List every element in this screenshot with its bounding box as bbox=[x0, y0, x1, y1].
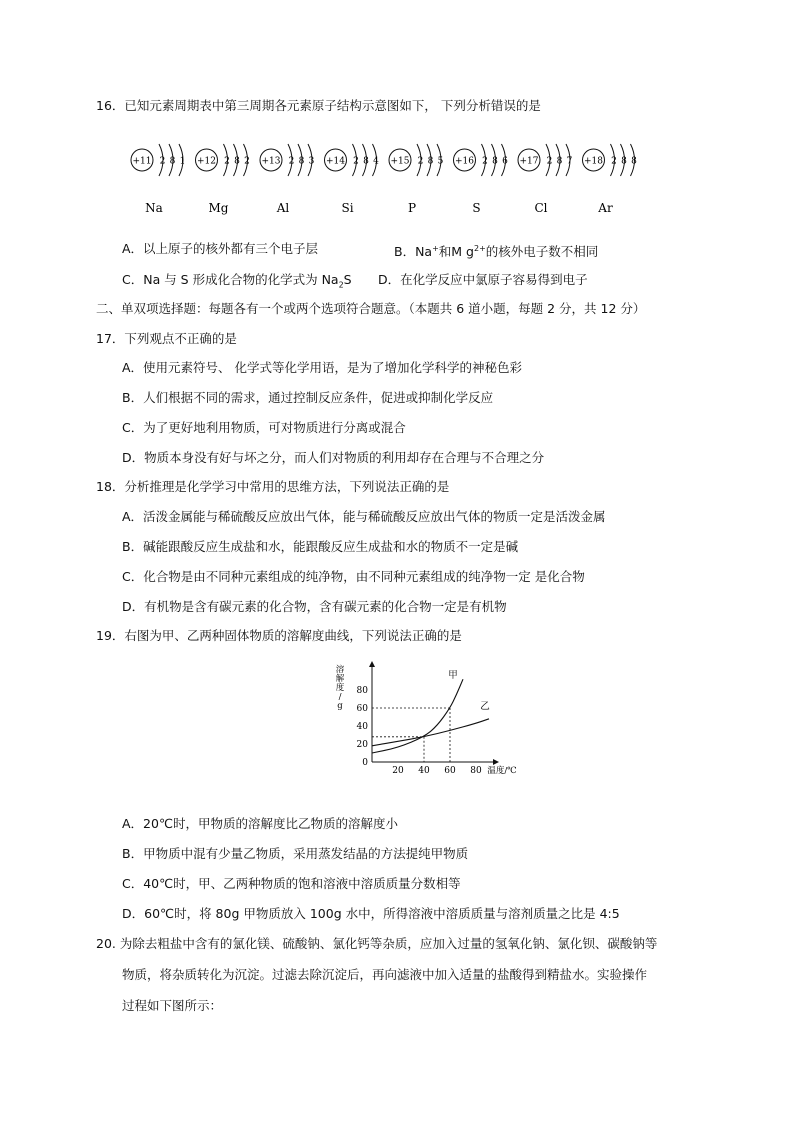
q20-line-1: 20. 为除去粗盐中含有的氯化镁、硫酸钠、氯化钙等杂质，应加入过量的氢氧化钠、氯化钡、碳酸钠等 bbox=[96, 936, 658, 951]
q17-option-b: B．人们根据不同的需求，通过控制反应条件，促进或抑制化学反应 bbox=[122, 390, 494, 405]
element-symbol: Al bbox=[276, 201, 290, 215]
nucleus-charge: +14 bbox=[326, 156, 345, 167]
element-symbol: Ar bbox=[598, 201, 613, 215]
q16-stem: 16．已知元素周期表中第三周期各元素原子结构示意图如下， 下列分析错误的是 bbox=[96, 98, 541, 113]
element-symbol: Si bbox=[341, 201, 354, 215]
shell-electron-count: 4 bbox=[373, 156, 379, 167]
nucleus-charge: +17 bbox=[519, 156, 539, 167]
element-symbol: Na bbox=[145, 201, 163, 215]
shell-electron-count: 2 bbox=[417, 156, 424, 167]
nucleus-charge: +18 bbox=[584, 156, 603, 167]
element-symbol: S bbox=[472, 201, 481, 215]
q16-option-b: B．Na+和M $g^{2+}$的核外电子数不相同 bbox=[394, 244, 599, 260]
atom-diagram-p bbox=[389, 144, 444, 215]
y-tick-label: 60 bbox=[356, 704, 368, 714]
x-tick-label: 40 bbox=[418, 766, 430, 776]
y-tick-label: 0 bbox=[362, 758, 368, 768]
section-2-header: 二、单双项选择题：每题各有一个或两个选项符合题意。（本题共 6 道小题，每题 2 分，共 12 分） bbox=[96, 301, 646, 316]
q17-stem: 17．下列观点不正确的是 bbox=[96, 331, 237, 346]
element-symbol: P bbox=[407, 201, 417, 215]
q18-option-a: A．活泼金属能与稀硫酸反应放出气体，能与稀硫酸反应放出气体的物质一定是活泼金属 bbox=[122, 509, 606, 524]
q17-option-c: C．为了更好地利用物质，可对物质进行分离或混合 bbox=[122, 420, 406, 435]
y-tick-label: 40 bbox=[356, 722, 368, 732]
atom-diagram-al bbox=[260, 144, 315, 215]
shell-electron-count: 2 bbox=[224, 156, 230, 167]
q19-option-d: D．60℃时，将 80g 甲物质放入 100g 水中，所得溶液中溶质质量与溶剂质量之比是 4:5 bbox=[122, 906, 620, 921]
nucleus-charge: +13 bbox=[261, 156, 281, 167]
solubility-chart bbox=[322, 658, 517, 778]
q17-option-a: A．使用元素符号、 化学式等化学用语，是为了增加化学科学的神秘色彩 bbox=[122, 360, 523, 375]
shell-electron-count: 8 bbox=[427, 156, 434, 167]
q16-option-d: D．在化学反应中氯原子容易得到电子 bbox=[378, 272, 588, 287]
shell-electron-count: 8 bbox=[234, 156, 240, 167]
q19-option-a: A．20℃时，甲物质的溶解度比乙物质的溶解度小 bbox=[122, 816, 398, 831]
q19-option-b: B．甲物质中混有少量乙物质，采用蒸发结晶的方法提纯甲物质 bbox=[122, 846, 469, 861]
x-tick-label: 80 bbox=[470, 766, 482, 776]
shell-electron-count: 3 bbox=[308, 156, 315, 167]
shell-electron-count: 5 bbox=[437, 156, 444, 167]
shell-electron-count: 8 bbox=[169, 156, 176, 167]
q17-option-d: D．物质本身没有好与坏之分，而人们对物质的利用却存在合理与不合理之分 bbox=[122, 450, 545, 465]
atom-diagram-si bbox=[325, 144, 380, 215]
y-axis-label-char: 溶 bbox=[335, 665, 345, 675]
nucleus-charge: +12 bbox=[197, 156, 216, 167]
shell-electron-count: 2 bbox=[611, 156, 617, 167]
atom-diagram-cl bbox=[518, 144, 573, 215]
shell-electron-count: 8 bbox=[298, 156, 305, 167]
shell-electron-count: 7 bbox=[566, 156, 573, 167]
shell-electron-count: 2 bbox=[482, 156, 488, 167]
atom-structure-diagrams bbox=[126, 140, 646, 220]
atom-diagram-s bbox=[454, 144, 509, 215]
x-axis-label: 温度/℃ bbox=[487, 766, 517, 776]
nucleus-charge: +16 bbox=[455, 156, 474, 167]
q18-option-b: B．碱能跟酸反应生成盐和水，能跟酸反应生成盐和水的物质不一定是碱 bbox=[122, 539, 519, 554]
y-axis-label-char: g bbox=[337, 701, 343, 711]
shell-electron-count: 8 bbox=[492, 156, 498, 167]
shell-electron-count: 6 bbox=[502, 156, 508, 167]
y-tick-label: 80 bbox=[356, 686, 368, 696]
shell-electron-count: 1 bbox=[179, 156, 186, 167]
q20-line-3: 过程如下图所示： bbox=[122, 998, 223, 1013]
atom-diagram-ar bbox=[583, 144, 638, 215]
atom-diagram-na bbox=[131, 144, 185, 215]
series-label: 乙 bbox=[480, 700, 490, 712]
atom-diagram-mg bbox=[196, 144, 250, 215]
q20-line-2: 物质，将杂质转化为沉淀。过滤去除沉淀后，再向滤液中加入适量的盐酸得到精盐水。实验操作 bbox=[122, 967, 648, 982]
series-curve-jia bbox=[372, 679, 463, 753]
shell-electron-count: 8 bbox=[631, 156, 637, 167]
element-symbol: Cl bbox=[534, 201, 548, 215]
x-tick-label: 60 bbox=[444, 766, 456, 776]
x-tick-label: 20 bbox=[392, 766, 404, 776]
q16-option-c: C．Na 与 S 形成化合物的化学式为 $Na_2S$ bbox=[122, 272, 352, 290]
y-axis-label-char: / bbox=[338, 692, 342, 702]
y-axis-label-char: 解 bbox=[335, 674, 345, 684]
q18-option-c: C．化合物是由不同种元素组成的纯净物，由不同种元素组成的纯净物一定 是化合物 bbox=[122, 569, 585, 584]
y-tick-label: 20 bbox=[356, 740, 368, 750]
q18-option-d: D．有机物是含有碳元素的化合物，含有碳元素的化合物一定是有机物 bbox=[122, 599, 507, 614]
shell-electron-count: 8 bbox=[621, 156, 627, 167]
series-curve-yi bbox=[372, 719, 489, 746]
nucleus-charge: +11 bbox=[132, 156, 152, 167]
element-symbol: Mg bbox=[208, 201, 229, 215]
nucleus-charge: +15 bbox=[390, 156, 410, 167]
shell-electron-count: 8 bbox=[556, 156, 563, 167]
q19-option-c: C．40℃时，甲、乙两种物质的饱和溶液中溶质质量分数相等 bbox=[122, 876, 461, 891]
shell-electron-count: 8 bbox=[363, 156, 369, 167]
y-axis-label-char: 度 bbox=[335, 683, 345, 693]
q19-stem: 19．右图为甲、乙两种固体物质的溶解度曲线，下列说法正确的是 bbox=[96, 628, 462, 643]
shell-electron-count: 2 bbox=[159, 156, 166, 167]
q16-option-a: A．以上原子的核外都有三个电子层 bbox=[122, 241, 319, 256]
shell-electron-count: 2 bbox=[546, 156, 553, 167]
q18-stem: 18．分析推理是化学学习中常用的思维方法，下列说法正确的是 bbox=[96, 479, 450, 494]
shell-electron-count: 2 bbox=[288, 156, 295, 167]
shell-electron-count: 2 bbox=[244, 156, 250, 167]
series-label: 甲 bbox=[448, 670, 458, 682]
shell-electron-count: 2 bbox=[353, 156, 359, 167]
